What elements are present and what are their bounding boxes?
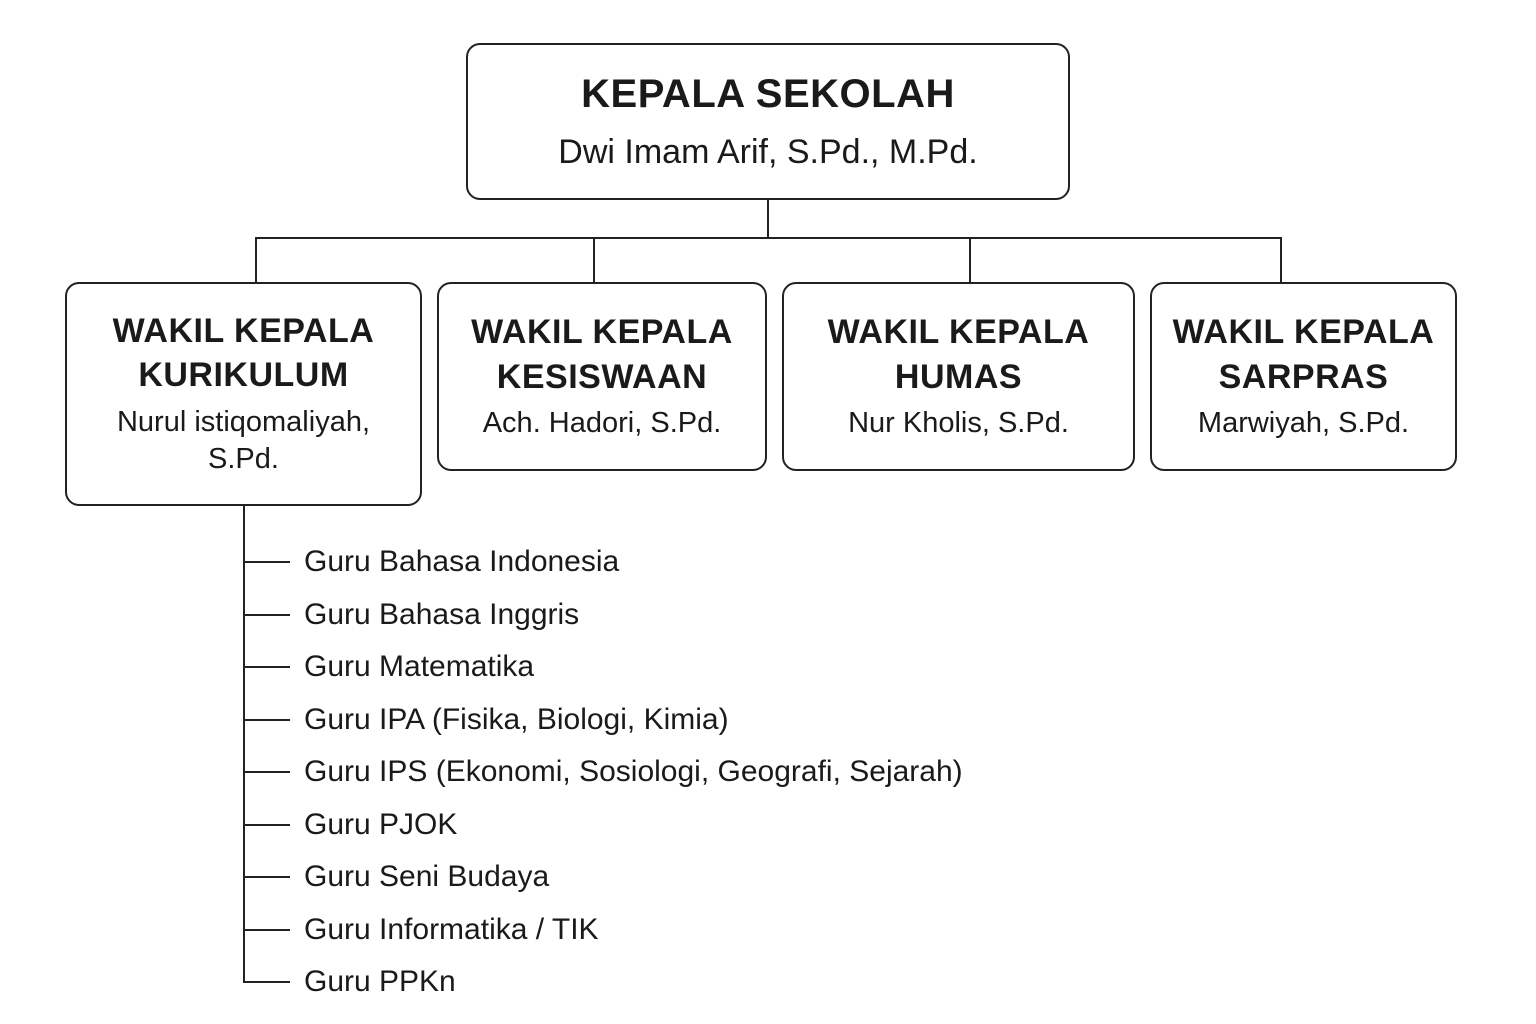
branch-connector [243,929,290,931]
list-item: Guru Bahasa Inggris [243,589,579,641]
node-title: WAKIL KEPALA KESISWAAN [471,313,733,396]
node-wakil-sarpras [1150,282,1457,471]
list-item: Guru IPS (Ekonomi, Sosiologi, Geografi, Sejarah) [243,746,963,798]
connector-deputies-bar [255,237,1282,239]
node-wakil-humas [782,282,1135,471]
branch-connector [243,561,290,563]
connector-drop-humas [969,237,971,283]
node-person-name: Nurul istiqomaliyah, S.Pd. [116,405,371,476]
node-kepala-sekolah [466,43,1070,200]
list-item: Guru Matematika [243,641,534,693]
connector-drop-kurikulum [255,237,257,283]
connector-drop-kesiswaan [593,237,595,283]
branch-connector [243,771,290,773]
node-wakil-kesiswaan [437,282,767,471]
node-person-name: Marwiyah, S.Pd. [1197,406,1410,439]
node-title: KEPALA SEKOLAH [581,72,955,117]
list-item: Guru Informatika / TIK [243,904,599,956]
branch-connector [243,614,290,616]
branch-connector [243,876,290,878]
branch-connector [243,981,290,983]
node-title: WAKIL KEPALA KURIKULUM [112,312,375,395]
connector-head-stem [767,200,769,239]
node-title: WAKIL KEPALA SARPRAS [1172,313,1435,396]
connector-drop-sarpras [1280,237,1282,283]
list-item: Guru Bahasa Indonesia [243,536,619,588]
node-person-name: Nur Kholis, S.Pd. [848,406,1069,439]
list-item: Guru Seni Budaya [243,851,549,903]
list-item: Guru IPA (Fisika, Biologi, Kimia) [243,694,729,746]
branch-connector [243,666,290,668]
branch-connector [243,719,290,721]
node-person-name: Ach. Hadori, S.Pd. [482,406,722,439]
node-wakil-kurikulum [65,282,422,506]
list-item: Guru PPKn [243,956,456,1008]
branch-connector [243,824,290,826]
list-item: Guru PJOK [243,799,457,851]
node-title: WAKIL KEPALA HUMAS [827,313,1090,396]
node-person-name: Dwi Imam Arif, S.Pd., M.Pd. [558,133,978,172]
